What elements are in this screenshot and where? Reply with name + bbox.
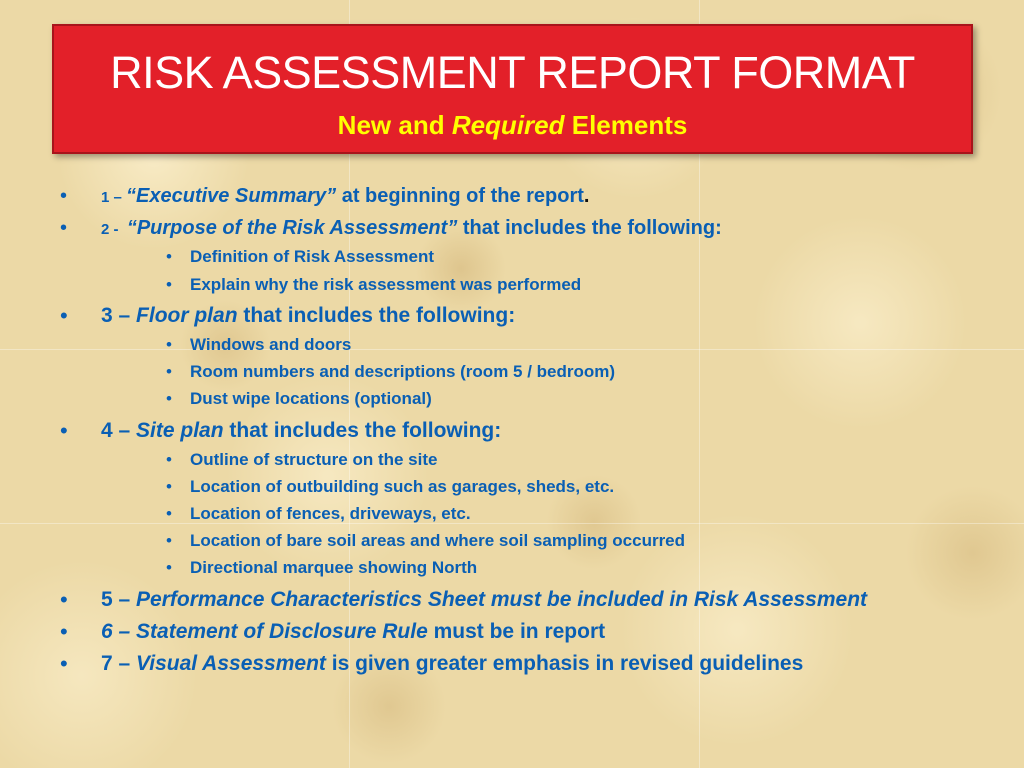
- sub-item-text: Room numbers and descriptions (room 5 / bedroom): [190, 362, 616, 381]
- bullet-icon: •: [166, 335, 172, 354]
- bullet-icon: •: [166, 275, 172, 294]
- item-number: 4 –: [101, 419, 137, 442]
- sub-item-text: Location of outbuilding such as garages, sheds, etc.: [190, 477, 615, 496]
- item-emphasis: Performance Characteristics Sheet must be included in Risk Assessment: [136, 588, 868, 611]
- slide-title: RISK ASSESSMENT REPORT FORMAT: [110, 47, 915, 98]
- item-number: 7 –: [101, 652, 137, 675]
- bullet-icon: •: [60, 418, 68, 443]
- sub-item-text: Location of fences, driveways, etc.: [190, 504, 471, 523]
- subtitle-emphasis: Required: [451, 110, 565, 140]
- subtitle-part: New and: [337, 110, 452, 140]
- bullet-icon: •: [60, 587, 68, 612]
- item-number: 5 –: [101, 588, 137, 611]
- bullet-icon: •: [166, 389, 172, 408]
- bullet-icon: •: [166, 558, 172, 577]
- bullet-icon: •: [60, 619, 68, 644]
- item-text: at beginning of the report: [336, 185, 584, 207]
- bullet-icon: •: [60, 185, 68, 207]
- bullet-icon: •: [60, 217, 68, 239]
- item-emphasis: Site plan: [136, 419, 224, 442]
- item-number: 2 -: [101, 221, 127, 238]
- item-text: must be in report: [427, 620, 606, 643]
- bullet-icon: •: [166, 504, 172, 523]
- sub-item-text: Location of bare soil areas and where soil sampling occurred: [190, 531, 686, 550]
- item-text: that includes the following:: [237, 304, 516, 327]
- item-number: 3 –: [101, 304, 137, 327]
- item-text: that includes the following:: [223, 419, 502, 442]
- item-text: that includes the following:: [457, 217, 722, 239]
- item-emphasis: Visual Assessment: [136, 652, 326, 675]
- bullet-icon: •: [166, 531, 172, 550]
- bullet-icon: •: [166, 247, 172, 266]
- sub-item-text: Dust wipe locations (optional): [190, 389, 432, 408]
- item-text: is given greater emphasis in revised guidelines: [325, 652, 804, 675]
- sub-item-text: Explain why the risk assessment was performed: [190, 275, 582, 294]
- bullet-icon: •: [166, 362, 172, 381]
- item-period: .: [583, 185, 590, 207]
- sub-item-text: Windows and doors: [190, 335, 352, 354]
- item-emphasis: 6 – Statement of Disclosure Rule: [101, 620, 428, 643]
- item-emphasis: Floor plan: [136, 304, 238, 327]
- sub-item-text: Directional marquee showing North: [190, 558, 478, 577]
- subtitle-part: Elements: [564, 110, 688, 140]
- sub-item-text: Definition of Risk Assessment: [190, 247, 435, 266]
- item-emphasis: “Purpose of the Risk Assessment”: [126, 217, 458, 239]
- bullet-icon: •: [166, 450, 172, 469]
- bullet-icon: •: [166, 477, 172, 496]
- item-emphasis: “Executive Summary”: [126, 185, 337, 207]
- bullet-icon: •: [60, 651, 68, 676]
- bullet-icon: •: [60, 303, 68, 328]
- item-number: 1 –: [101, 189, 127, 206]
- sub-item-text: Outline of structure on the site: [190, 450, 438, 469]
